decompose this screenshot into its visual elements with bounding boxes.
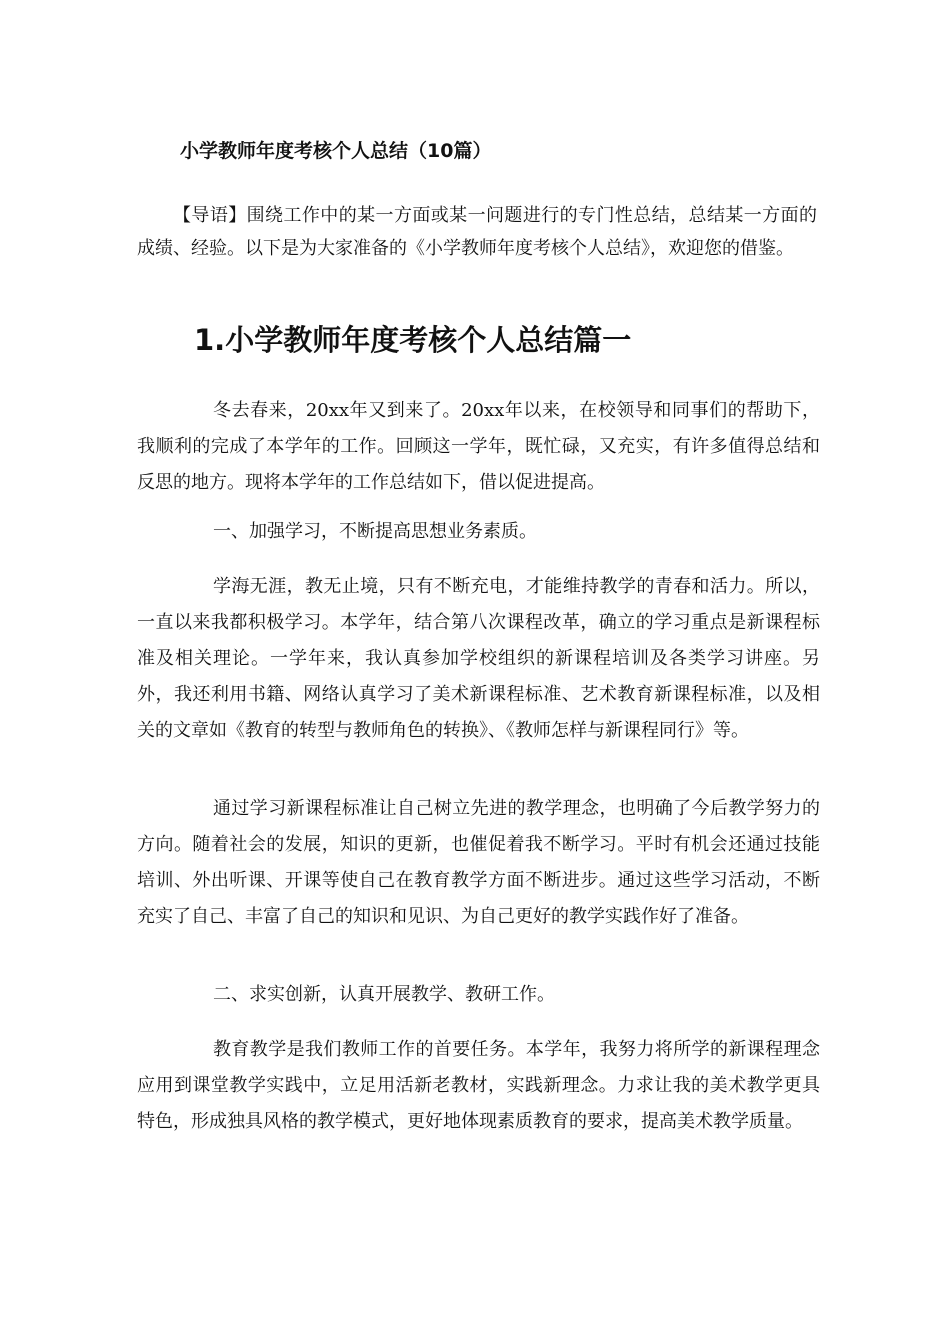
body-paragraph: 学海无涯，教无止境，只有不断充电，才能维持教学的青春和活力。所以，一直以来我都积极学习。本学年，结合第八次课程改革，确立的学习重点是新课程标准及相关理论。一学年来，我认真参加学校组织的新课程培训及各类学习讲座。另外，我还利用书籍、网络认真学习了美术新课程标准、艺术教育新课程标准，以及相关的文章如《教育的转型与教师角色的转换》、《教师怎样与新课程同行》等。	[137, 576, 820, 741]
body-paragraph: 通过学习新课程标准让自己树立先进的教学理念，也明确了今后教学努力的方向。随着社会的发展，知识的更新，也催促着我不断学习。平时有机会还通过技能培训、外出听课、开课等使自己在教育教学方面不断进步。通过这些学习活动，不断充实了自己、丰富了自己的知识和见识、为自己更好的教学实践作好了准备。	[137, 798, 820, 927]
document-title: 小学教师年度考核个人总结（10篇）	[180, 140, 492, 162]
section-heading: 1.小学教师年度考核个人总结篇一	[194, 323, 632, 357]
body-paragraph: 教育教学是我们教师工作的首要任务。本学年，我努力将所学的新课程理念应用到课堂教学实践中，立足用活新老教材，实践新理念。力求让我的美术教学更具特色，形成独具风格的教学模式，更好地体现素质教育的要求，提高美术教学质量。	[137, 1039, 820, 1132]
body-paragraph: 冬去春来，20xx年又到来了。20xx年以来，在校领导和同事们的帮助下，我顺利的完成了本学年的工作。回顾这一学年，既忙碌，又充实，有许多值得总结和反思的地方。现将本学年的工作总结如下，借以促进提高。	[137, 400, 820, 493]
subheading-paragraph: 二、求实创新，认真开展教学、教研工作。	[213, 984, 555, 1005]
subheading-paragraph: 一、加强学习，不断提高思想业务素质。	[213, 521, 537, 542]
intro-paragraph: 【导语】围绕工作中的某一方面或某一问题进行的专门性总结，总结某一方面的成绩、经验。以下是为大家准备的《小学教师年度考核个人总结》，欢迎您的借鉴。	[137, 205, 817, 259]
